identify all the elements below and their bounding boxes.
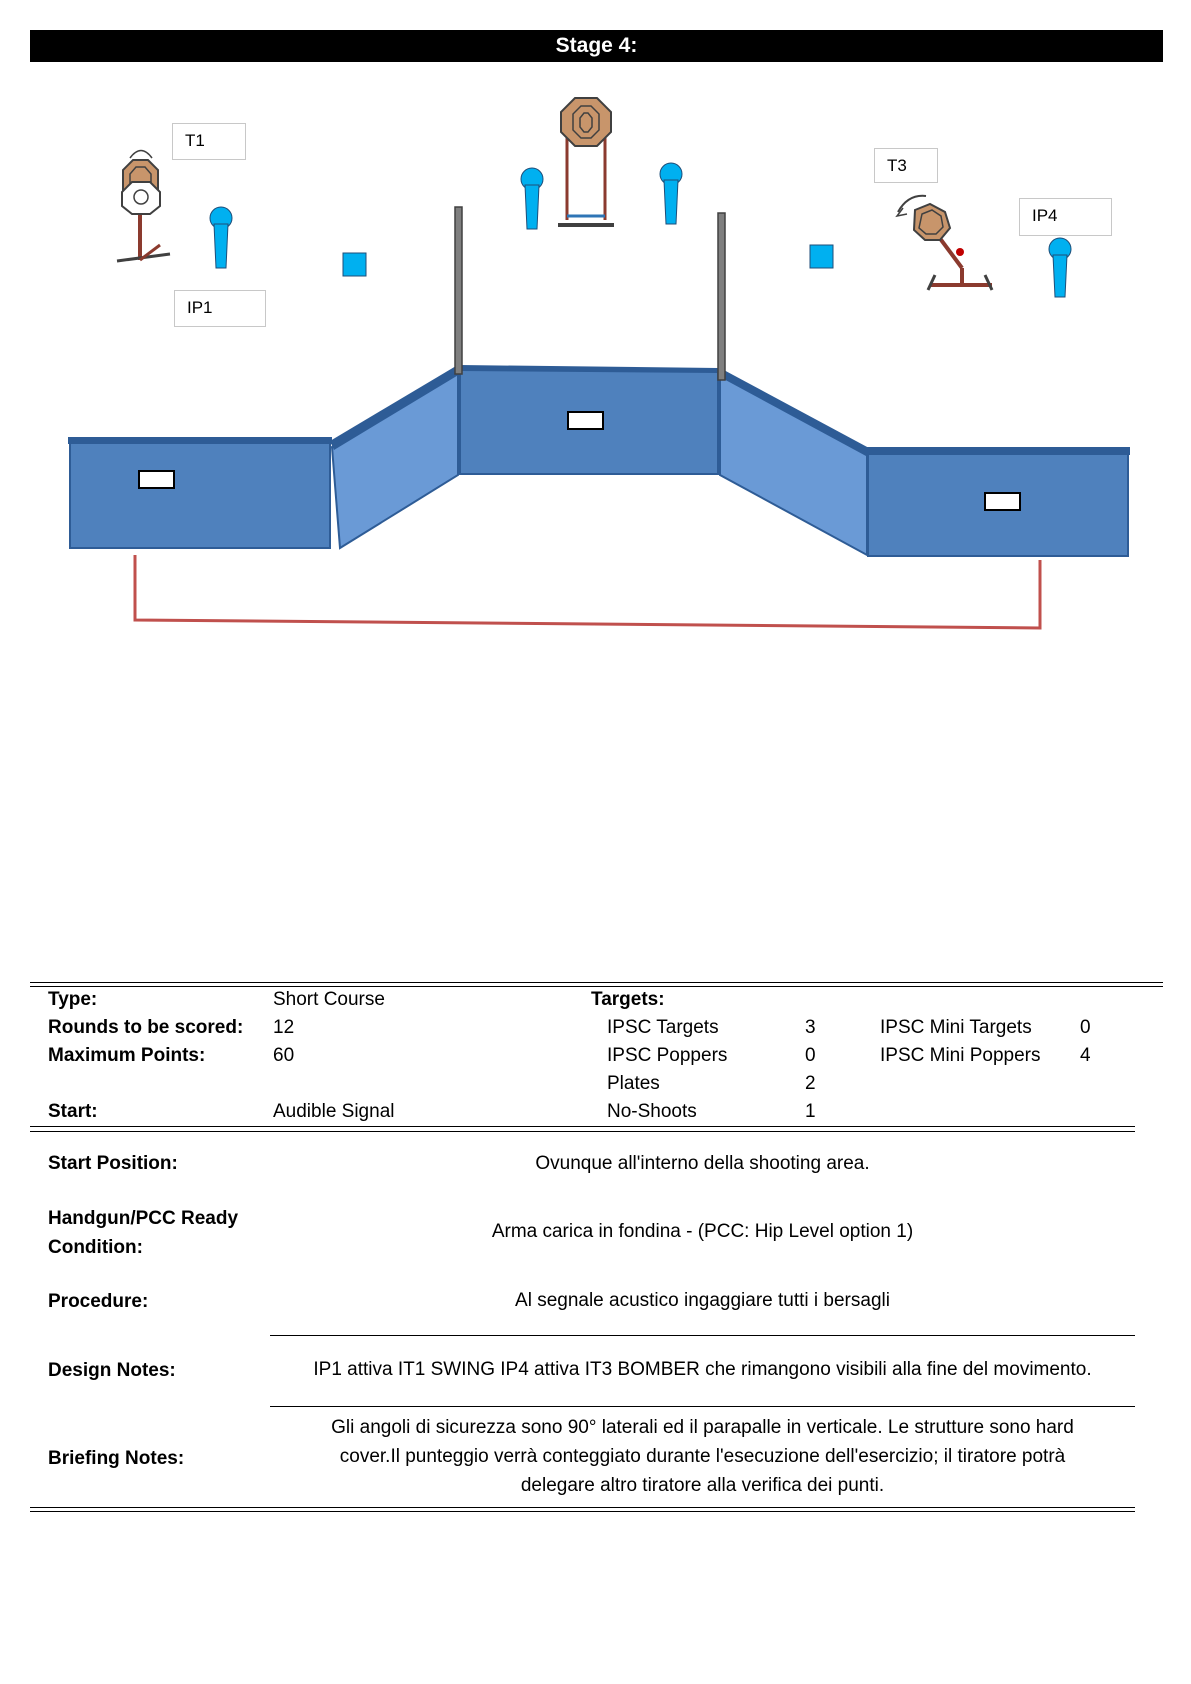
target-type-value: 3 bbox=[805, 1017, 816, 1038]
rounds-value: 12 bbox=[273, 1017, 295, 1038]
target-type-value: 0 bbox=[805, 1045, 816, 1066]
divider bbox=[30, 1511, 1135, 1512]
briefing-notes-label: Briefing Notes: bbox=[48, 1448, 185, 1469]
mini-popper bbox=[521, 168, 543, 229]
wall-right-diagonal bbox=[720, 369, 869, 555]
divider bbox=[270, 1406, 1135, 1407]
type-value: Short Course bbox=[273, 989, 385, 1010]
wall-window bbox=[568, 412, 603, 429]
stage-title: Stage 4: bbox=[30, 30, 1163, 62]
design-notes-value: IP1 attiva IT1 SWING IP4 attiva IT3 BOMBER che rimangono visibili alla fine del movimento. bbox=[313, 1359, 1092, 1380]
target-type-label: IPSC Poppers bbox=[607, 1045, 728, 1066]
start-position-value: Ovunque all'interno della shooting area. bbox=[535, 1153, 870, 1174]
wall-left bbox=[68, 437, 332, 548]
rounds-label: Rounds to be scored: bbox=[48, 1017, 244, 1038]
mini-popper bbox=[660, 163, 682, 224]
points-value: 60 bbox=[273, 1045, 295, 1066]
target-type-label: IPSC Mini Targets bbox=[880, 1017, 1032, 1038]
targets-label: Targets: bbox=[591, 989, 665, 1010]
target-type-label: Plates bbox=[607, 1073, 660, 1094]
target-type-value: 1 bbox=[805, 1101, 816, 1122]
wall-left-diagonal bbox=[330, 366, 460, 548]
start-position-label: Start Position: bbox=[48, 1153, 178, 1174]
divider bbox=[30, 982, 1163, 983]
swinger-target-t1 bbox=[117, 151, 170, 262]
procedure-value: Al segnale acustico ingaggiare tutti i bersagli bbox=[515, 1290, 890, 1311]
target-type-label: IPSC Targets bbox=[607, 1017, 719, 1038]
ready-condition-label: Condition: bbox=[48, 1237, 143, 1258]
label-t1: T1 bbox=[172, 123, 246, 160]
divider bbox=[30, 1131, 1135, 1132]
vertical-post bbox=[718, 213, 725, 380]
fault-line bbox=[135, 555, 1040, 628]
target-type-value: 2 bbox=[805, 1073, 816, 1094]
briefing-notes-line: cover.Il punteggio verrà conteggiato durante l'esecuzione dell'esercizio; il tiratore potrà bbox=[339, 1446, 1066, 1467]
target-type-value: 0 bbox=[1080, 1017, 1091, 1038]
divider bbox=[30, 986, 1163, 987]
design-notes-label: Design Notes: bbox=[48, 1360, 176, 1381]
points-label: Maximum Points: bbox=[48, 1045, 206, 1066]
ready-condition-value: Arma carica in fondina - (PCC: Hip Level option 1) bbox=[491, 1221, 914, 1242]
vertical-post bbox=[455, 207, 462, 374]
procedure-label: Procedure: bbox=[48, 1291, 149, 1312]
mini-popper bbox=[210, 207, 232, 268]
target-type-label: No-Shoots bbox=[607, 1101, 697, 1122]
type-label: Type: bbox=[48, 989, 98, 1010]
bomber-target-t3 bbox=[897, 196, 992, 290]
target-type-label: IPSC Mini Poppers bbox=[880, 1045, 1041, 1066]
target-type-value: 4 bbox=[1080, 1045, 1091, 1066]
label-ip4: IP4 bbox=[1019, 198, 1112, 236]
label-t3: T3 bbox=[874, 148, 938, 183]
label-ip1: IP1 bbox=[174, 290, 266, 327]
divider bbox=[30, 1507, 1135, 1508]
wall-window bbox=[985, 493, 1020, 510]
briefing-notes-line: delegare altro tiratore alla verifica dei punti. bbox=[520, 1475, 885, 1496]
briefing-notes-line: Gli angoli di sicurezza sono 90° laterali ed il parapalle in verticale. Le strutture sono hard bbox=[331, 1417, 1074, 1438]
plate bbox=[810, 245, 833, 268]
ready-condition-label: Handgun/PCC Ready bbox=[48, 1208, 239, 1229]
wall-window bbox=[139, 471, 174, 488]
divider bbox=[30, 1126, 1135, 1127]
ipsc-target-center bbox=[558, 98, 614, 225]
start-label: Start: bbox=[48, 1101, 98, 1122]
divider bbox=[270, 1335, 1135, 1336]
plate bbox=[343, 253, 366, 276]
mini-popper bbox=[1049, 238, 1071, 297]
stage-diagram bbox=[0, 0, 1191, 700]
start-value: Audible Signal bbox=[273, 1101, 395, 1122]
